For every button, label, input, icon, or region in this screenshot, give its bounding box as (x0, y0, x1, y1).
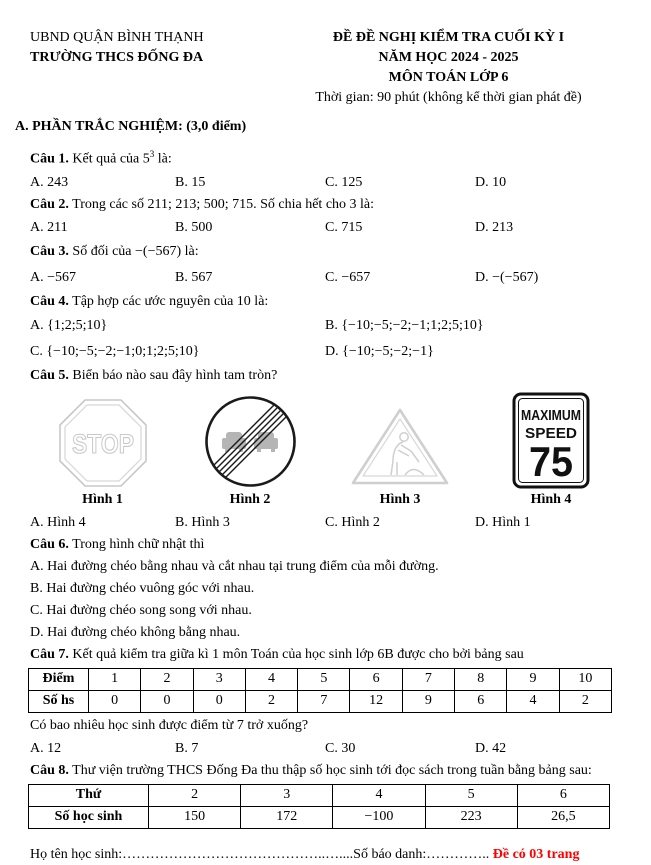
table-cell: 223 (425, 806, 517, 828)
candidate-number-label: Số báo danh: (353, 846, 427, 862)
table-cell: 26,5 (517, 806, 609, 828)
table-cell: 4 (245, 668, 297, 690)
question-1-stem: Kết quả của 5 (68, 151, 150, 167)
option-c: C. Hai đường chéo song song với nhau. (30, 602, 252, 618)
issuing-org-block (30, 28, 270, 108)
exam-title-line-3: MÔN TOÁN LỚP 6 (388, 70, 509, 85)
table-cell: 7 (298, 690, 350, 712)
table-row (29, 784, 610, 806)
table-cell: 2 (245, 690, 297, 712)
table-cell: 6 (455, 690, 507, 712)
table-cell: 4 (333, 784, 425, 806)
library-readers-table (28, 784, 610, 829)
sign-caption-1: Hình 1 (82, 491, 123, 507)
table-cell: 2 (559, 690, 611, 712)
option-c: C. 30 (325, 740, 356, 756)
question-2-label: Câu 2. (30, 196, 69, 212)
option-b: B. 15 (175, 174, 206, 190)
question-3 (30, 239, 627, 265)
table-cell: 12 (350, 690, 402, 712)
document-footer (30, 845, 627, 865)
org-line-1: UBND QUẬN BÌNH THẠNH (30, 30, 204, 45)
traffic-sign-figures (30, 392, 627, 489)
question-1 (30, 143, 627, 171)
table-cell: 5 (298, 668, 350, 690)
option-c: C. Hình 2 (325, 514, 380, 530)
question-2 (30, 194, 627, 216)
row-header-cell: Số học sinh (29, 806, 149, 828)
question-5-stem: Biển báo nào sau đây hình tam tròn? (68, 367, 278, 383)
option-a: A. {1;2;5;10} (30, 317, 108, 333)
option-c: C. −657 (325, 269, 371, 285)
question-7-label: Câu 7. (30, 646, 69, 662)
exam-title-line-1: ĐỀ ĐỀ NGHỊ KIỂM TRA CUỐI KỲ I (332, 30, 565, 45)
stop-sign-figure (30, 397, 175, 489)
stop-sign-text: STOP (71, 428, 134, 459)
question-4-options-row-2 (30, 339, 627, 365)
table-cell: 9 (402, 690, 454, 712)
speed-sign-value: 75 (529, 437, 573, 485)
question-3-stem: Số đối của −(−567) là: (68, 243, 199, 259)
page-count-note: Đề có 03 trang (492, 846, 580, 862)
option-a: A. Hình 4 (30, 514, 86, 530)
table-cell: −100 (333, 806, 425, 828)
exam-time-note: Thời gian: 90 phút (không kể thời gian phát đề) (315, 90, 582, 105)
table-cell: 4 (507, 690, 559, 712)
question-1-options (30, 171, 627, 194)
option-b: B. 500 (175, 219, 213, 235)
sign-caption-2: Hình 2 (229, 491, 271, 507)
table-cell: 0 (141, 690, 193, 712)
question-4-label: Câu 4. (30, 293, 69, 309)
speed-sign-line1: MAXIMUM (521, 406, 581, 424)
table-cell: 6 (517, 784, 609, 806)
option-d: D. 10 (475, 174, 507, 190)
question-8-stem: Thư viện trường THCS Đống Đa thu thập số học sinh tới đọc sách trong tuần bằng bảng sau: (68, 762, 592, 778)
option-a: A. 211 (30, 219, 68, 235)
option-b: B. Hình 3 (175, 514, 230, 530)
roadwork-sign-icon (347, 405, 453, 489)
question-5-label: Câu 5. (30, 367, 69, 383)
option-d: D. Hai đường chéo không bằng nhau. (30, 624, 241, 640)
table-cell: 9 (507, 668, 559, 690)
roadwork-sign-figure (325, 405, 475, 489)
question-7-options (30, 737, 627, 760)
question-6-stem: Trong hình chữ nhật thì (68, 536, 205, 552)
table-cell: 2 (141, 668, 193, 690)
option-c: C. {−10;−5;−2;−1;0;1;2;5;10} (30, 343, 200, 359)
question-7 (30, 644, 627, 666)
speed-limit-sign-icon (512, 392, 590, 489)
option-a: A. −567 (30, 269, 77, 285)
question-1-label: Câu 1. (30, 151, 69, 167)
table-cell: 6 (350, 668, 402, 690)
option-d: D. 213 (475, 219, 514, 235)
question-4-options-row-1 (30, 313, 627, 339)
student-name-fill-line: ……………………………………..….... (122, 846, 354, 862)
exam-title-block (270, 28, 627, 108)
option-c: C. 715 (325, 219, 363, 235)
candidate-number-fill-line: ………….. (426, 846, 493, 862)
table-cell: 0 (193, 690, 245, 712)
table-cell: 150 (149, 806, 241, 828)
traffic-sign-captions (30, 489, 627, 511)
option-a: A. 12 (30, 740, 62, 756)
row-header-cell: Điểm (29, 668, 89, 690)
question-6-options (30, 556, 627, 644)
question-8-label: Câu 8. (30, 762, 69, 778)
end-overtaking-sign-icon (203, 394, 298, 489)
row-header-cell: Số hs (29, 690, 89, 712)
table-cell: 1 (89, 668, 141, 690)
table-cell: 172 (241, 806, 333, 828)
option-d: D. −(−567) (475, 269, 539, 285)
sign-caption-3: Hình 3 (379, 491, 421, 507)
question-6 (30, 534, 627, 556)
end-overtaking-sign-figure (175, 394, 325, 489)
question-5 (30, 365, 627, 387)
table-cell: 3 (193, 668, 245, 690)
question-7-subtext: Có bao nhiêu học sinh được điểm từ 7 trở xuống? (30, 717, 309, 733)
question-2-options (30, 216, 627, 239)
table-cell: 5 (425, 784, 517, 806)
document-header (30, 28, 627, 108)
speed-sign-line2: SPEED (525, 424, 578, 442)
question-7-stem: Kết quả kiểm tra giữa kì 1 môn Toán của học sinh lớp 6B được cho bởi bảng sau (68, 646, 524, 662)
question-5-options (30, 511, 627, 534)
question-8 (30, 760, 627, 782)
student-name-label: Họ tên học sinh: (30, 846, 123, 862)
table-row (29, 690, 612, 712)
speed-limit-sign-figure (475, 392, 627, 489)
option-d: D. {−10;−5;−2;−1} (325, 343, 434, 359)
table-cell: 0 (89, 690, 141, 712)
option-c: C. 125 (325, 174, 363, 190)
question-1-stem-end: là: (154, 151, 172, 167)
option-b: B. {−10;−5;−2;−1;1;2;5;10} (325, 317, 484, 333)
question-6-label: Câu 6. (30, 536, 69, 552)
question-3-label: Câu 3. (30, 243, 69, 259)
option-d: D. Hình 1 (475, 514, 531, 530)
section-a-heading: A. PHẦN TRẮC NGHIỆM: (3,0 điểm) (15, 119, 247, 134)
question-2-stem: Trong các số 211; 213; 500; 715. Số chia hết cho 3 là: (68, 196, 375, 212)
table-cell: 2 (149, 784, 241, 806)
question-4-stem: Tập hợp các ước nguyên của 10 là: (68, 293, 269, 309)
option-a: A. 243 (30, 174, 69, 190)
question-1-exponent: 3 (149, 149, 155, 159)
question-3-options (30, 265, 627, 291)
row-header-cell: Thứ (29, 784, 149, 806)
option-b: B. Hai đường chéo vuông góc với nhau. (30, 580, 255, 596)
sign-caption-4: Hình 4 (530, 491, 572, 507)
table-row (29, 668, 612, 690)
option-a: A. Hai đường chéo bằng nhau và cắt nhau tại trung điểm của mỗi đường. (30, 558, 439, 574)
question-4 (30, 291, 627, 313)
scores-table (28, 668, 612, 713)
stop-sign-icon (57, 397, 149, 489)
option-b: B. 7 (175, 740, 199, 756)
table-cell: 10 (559, 668, 611, 690)
option-b: B. 567 (175, 269, 213, 285)
exam-title-line-2: NĂM HỌC 2024 - 2025 (378, 50, 519, 65)
table-cell: 3 (241, 784, 333, 806)
org-line-2: TRƯỜNG THCS ĐỐNG ĐA (30, 50, 204, 65)
table-row (29, 806, 610, 828)
table-cell: 8 (455, 668, 507, 690)
option-d: D. 42 (475, 740, 507, 756)
table-cell: 7 (402, 668, 454, 690)
